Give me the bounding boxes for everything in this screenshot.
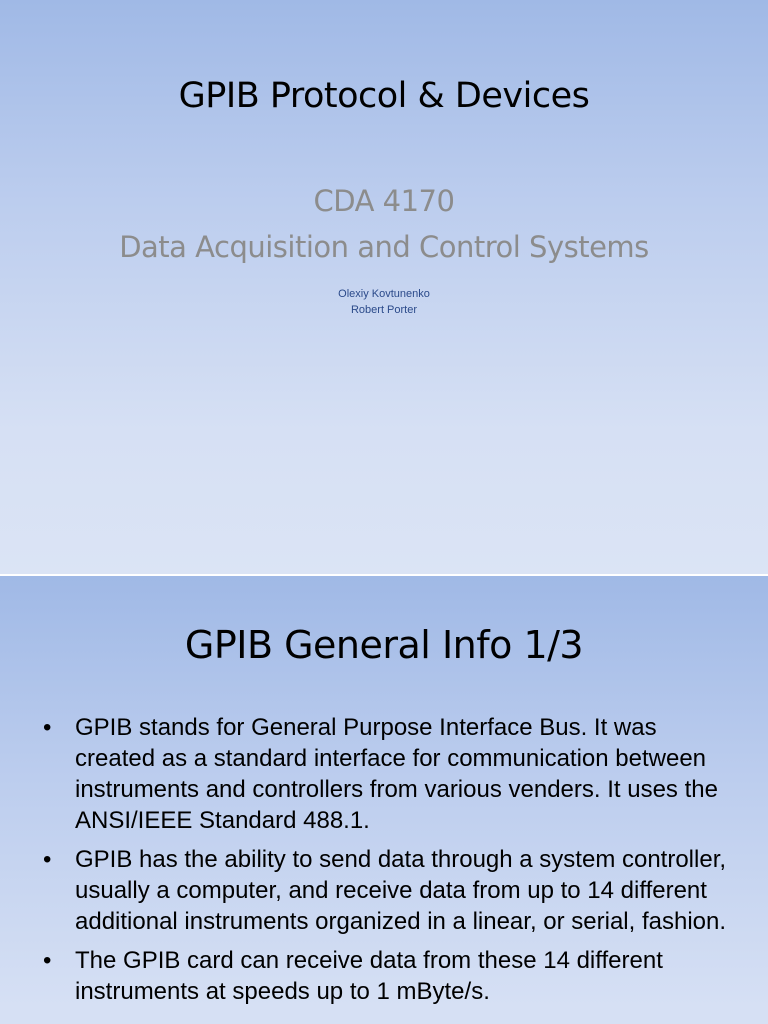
bullet-icon: • [43,846,52,873]
bullet-item [40,712,730,836]
bullet-text: GPIB has the ability to send data through a system controller, usually a computer, and receive data from up to 14 different additional instruments organized in a linear, or serial, fashion. [75,846,727,935]
author-name: Robert Porter [350,304,418,316]
author-name: Olexiy Kovtunenko [338,288,430,300]
authors [0,286,768,318]
bullet-item [40,945,730,1007]
slide-subtitle [0,178,768,270]
course-code: CDA 4170 [313,184,455,218]
bullet-text: GPIB stands for General Purpose Interface Bus. It was created as a standard interface for communication between instruments and controllers from various venders. It uses the ANSI/IEEE Standard 488.1. [75,714,718,834]
course-name: Data Acquisition and Control Systems [119,230,649,264]
slide-title: GPIB Protocol & Devices [178,76,590,116]
slide-title: GPIB General Info 1/3 [184,623,584,667]
bullet-list [40,712,730,1015]
bullet-icon: • [43,714,52,741]
bullet-text: The GPIB card can receive data from these 14 different instruments at speeds up to 1 mByte/s. [75,947,663,1005]
slide-2 [0,576,768,1024]
bullet-item [40,844,730,937]
bullet-icon: • [43,947,52,974]
